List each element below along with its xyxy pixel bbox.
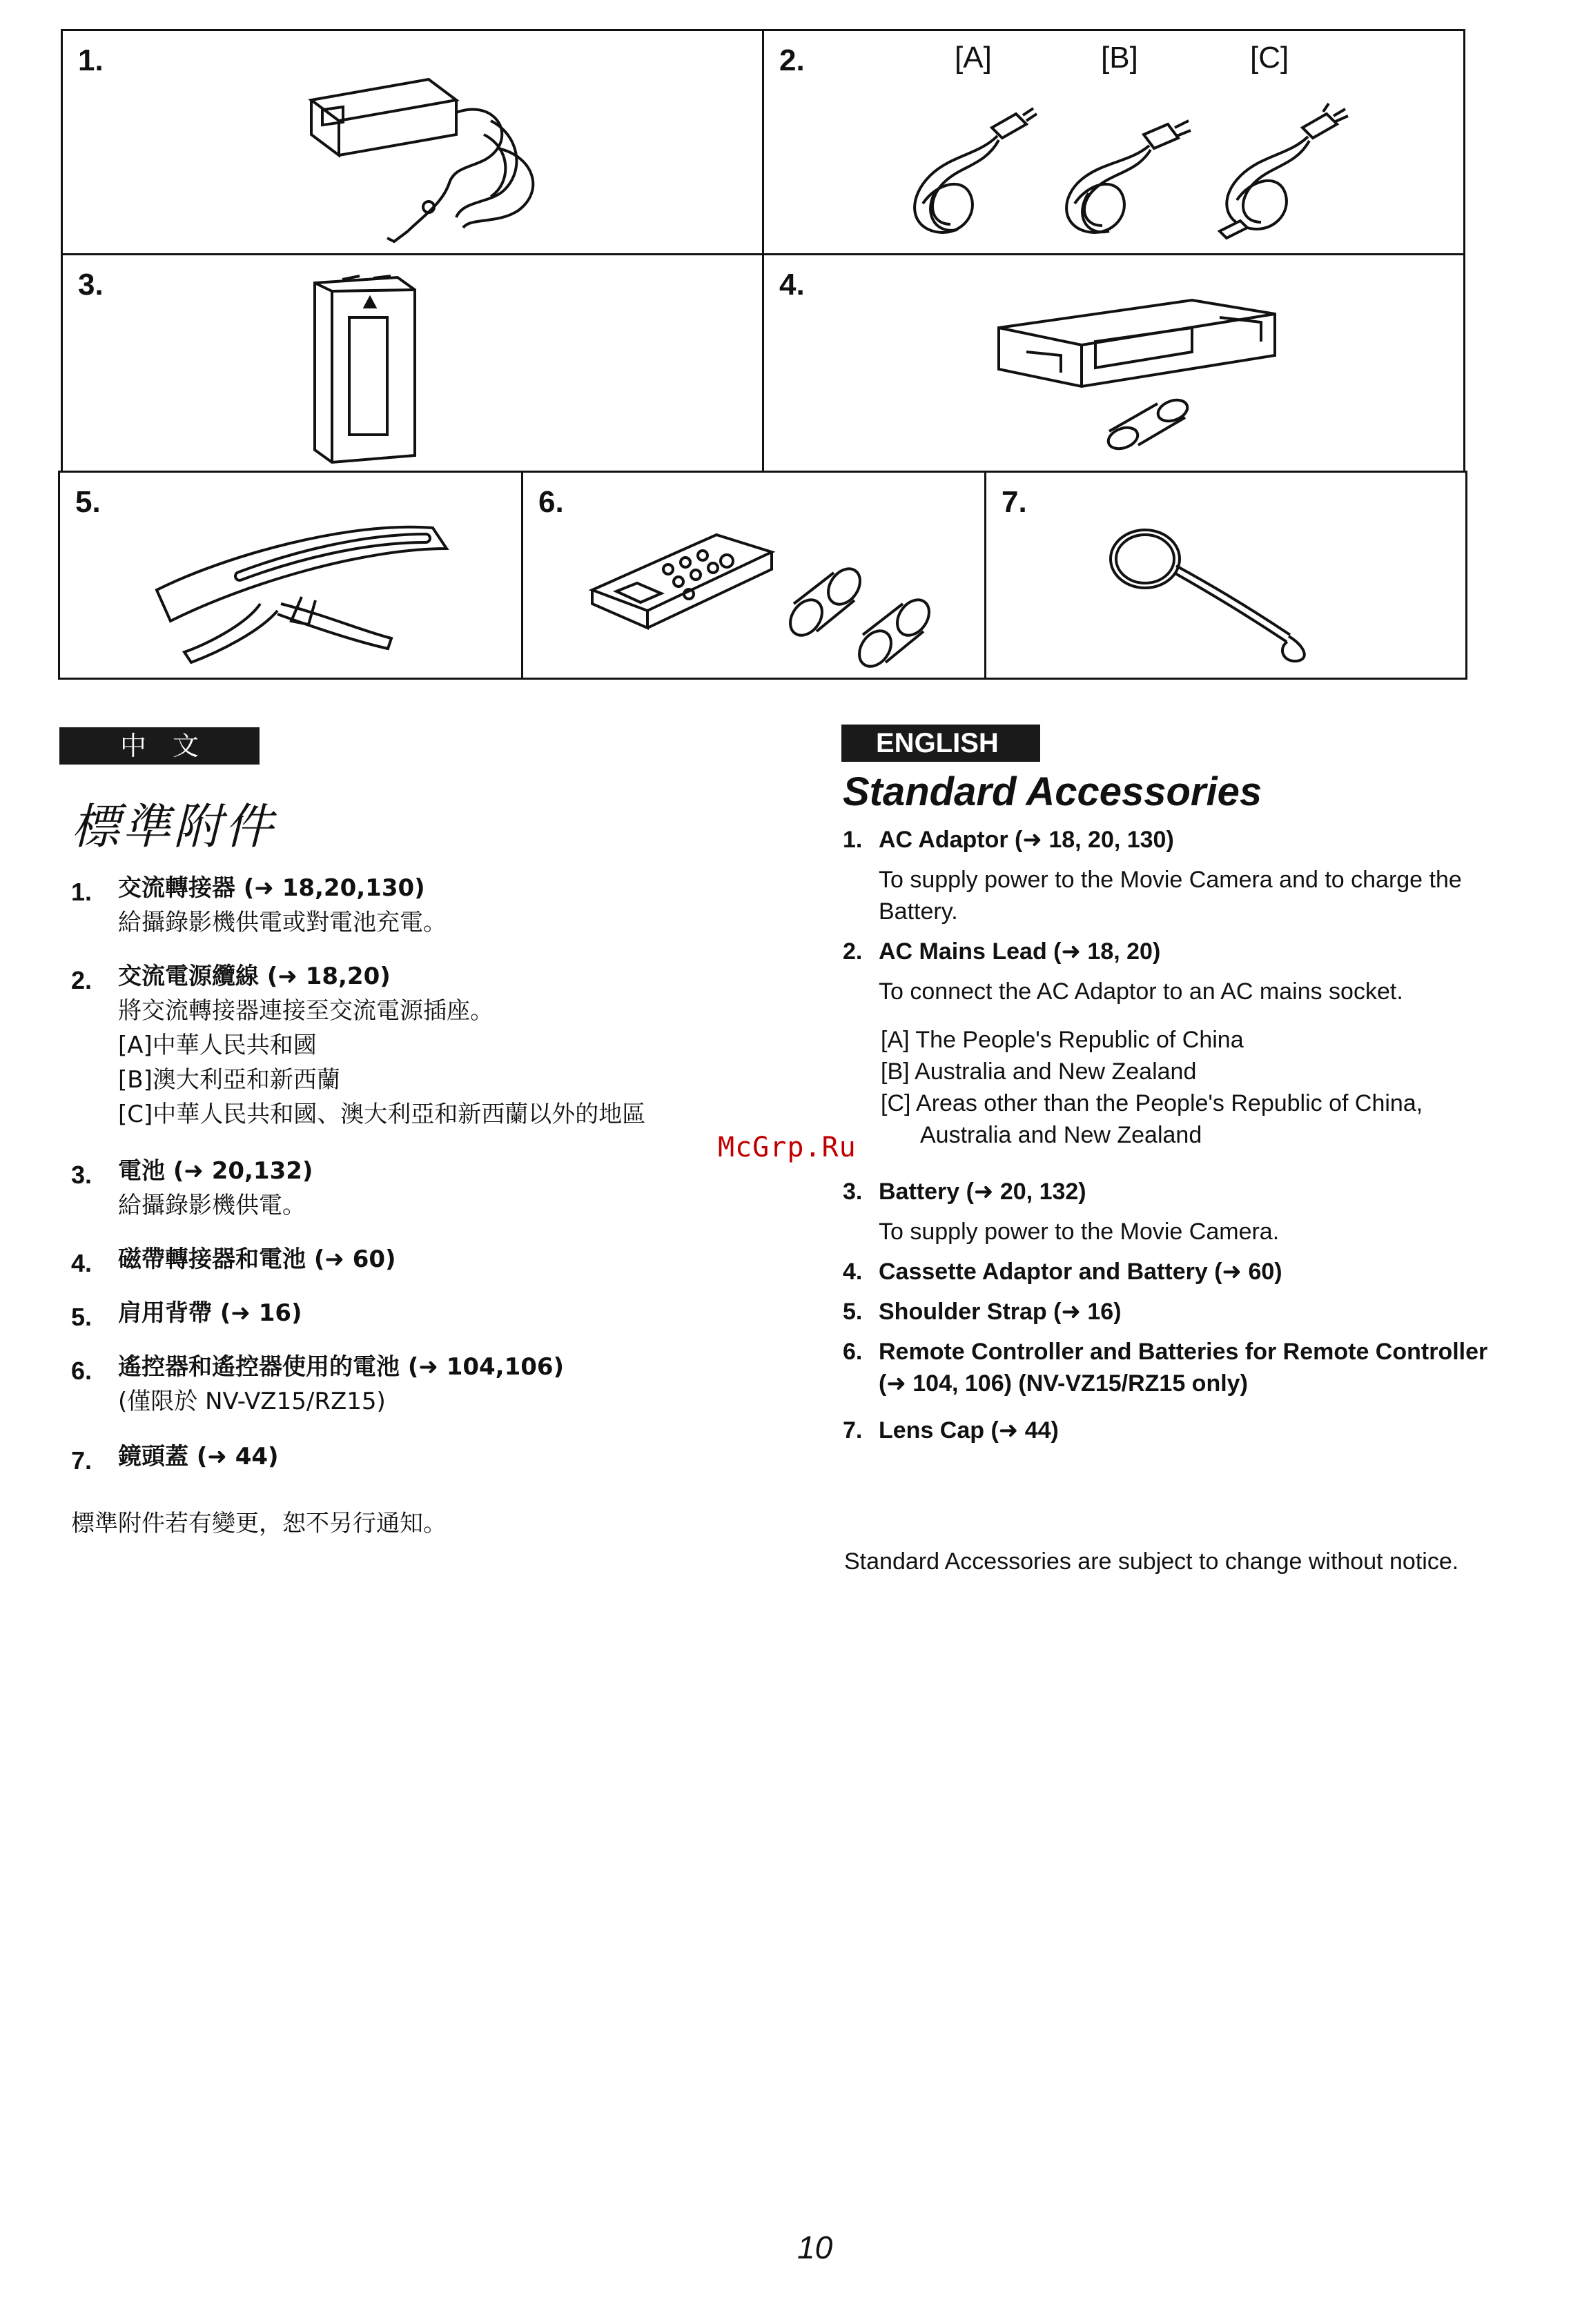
zh-item-region-a: [A]中華人民共和國 xyxy=(118,1032,317,1059)
figure-cell-battery xyxy=(61,253,764,473)
en-item-number: 5. xyxy=(843,1299,863,1325)
en-item-number: 2. xyxy=(843,938,863,965)
shoulder-strap-illustration xyxy=(143,500,502,673)
zh-item-desc: 將交流轉接器連接至交流電源插座。 xyxy=(118,997,494,1025)
en-item-heading: Battery (➜ 20, 132) xyxy=(879,1179,1086,1205)
en-region-a: [A] The People's Republic of China xyxy=(881,1027,1244,1053)
en-item-heading: Lens Cap (➜ 44) xyxy=(879,1417,1059,1444)
en-item-desc: To supply power to the Movie Camera. xyxy=(879,1219,1280,1245)
chinese-title: 標準附件 xyxy=(71,798,275,855)
figure-cell-number: 2. xyxy=(779,43,805,77)
chinese-note: 標準附件若有變更，恕不另行通知。 xyxy=(71,1510,447,1537)
figure-cell-shoulder-strap xyxy=(58,471,523,680)
en-item-number: 7. xyxy=(843,1417,863,1444)
figure-cell-number: 5. xyxy=(75,485,101,519)
remote-controller-illustration xyxy=(578,514,972,673)
ac-adaptor-illustration xyxy=(284,52,608,252)
zh-item-heading: 電池 (➜ 20,132) xyxy=(118,1157,313,1185)
figure-cell-number: 3. xyxy=(78,268,104,302)
en-region-c-continued: Australia and New Zealand xyxy=(920,1122,1202,1148)
variant-label-c: [C] xyxy=(1250,41,1289,75)
figure-cell-lens-cap xyxy=(984,471,1467,680)
variant-label-a: [A] xyxy=(955,41,992,75)
en-item-heading: AC Adaptor (➜ 18, 20, 130) xyxy=(879,827,1174,853)
cassette-adaptor-illustration xyxy=(985,286,1289,466)
en-item-heading: AC Mains Lead (➜ 18, 20) xyxy=(879,938,1161,965)
en-item-number: 4. xyxy=(843,1259,863,1285)
mains-lead-b-illustration xyxy=(1040,100,1199,252)
figure-cell-number: 4. xyxy=(779,268,805,302)
zh-item-number: 7. xyxy=(71,1446,92,1475)
en-item-desc: To supply power to the Movie Camera and to charge the xyxy=(879,867,1462,893)
zh-item-number: 3. xyxy=(71,1161,92,1189)
en-item-number: 1. xyxy=(843,827,863,853)
figure-cell-number: 7. xyxy=(1002,485,1027,519)
en-item-heading: Shoulder Strap (➜ 16) xyxy=(879,1299,1122,1325)
en-item-heading: Cassette Adaptor and Battery (➜ 60) xyxy=(879,1259,1282,1285)
zh-item-region-c: [C]中華人民共和國、澳大利亞和新西蘭以外的地區 xyxy=(118,1101,646,1128)
zh-item-heading: 磁帶轉接器和電池 (➜ 60) xyxy=(118,1245,396,1273)
page-number: 10 xyxy=(797,2229,833,2265)
mains-lead-a-illustration xyxy=(895,100,1047,252)
lens-cap-illustration xyxy=(1097,511,1359,676)
mains-lead-c-illustration xyxy=(1192,97,1358,255)
chinese-section-tag: 中 文 xyxy=(59,727,260,765)
zh-item-heading: 肩用背帶 (➜ 16) xyxy=(118,1299,302,1327)
figure-cell-ac-mains-lead xyxy=(762,29,1465,255)
english-title: Standard Accessories xyxy=(843,769,1262,814)
zh-item-heading: 交流轉接器 (➜ 18,20,130) xyxy=(118,874,425,902)
zh-item-number: 2. xyxy=(71,966,92,994)
zh-item-heading: 交流電源纜線 (➜ 18,20) xyxy=(118,963,391,990)
zh-item-desc: 給攝錄影機供電。 xyxy=(118,1192,306,1219)
en-item-desc: (➜ 104, 106) (NV-VZ15/RZ15 only) xyxy=(879,1370,1248,1397)
figure-cell-remote-controller xyxy=(521,471,986,680)
en-item-number: 6. xyxy=(843,1339,863,1365)
en-region-b: [B] Australia and New Zealand xyxy=(881,1058,1197,1085)
zh-item-number: 6. xyxy=(71,1357,92,1385)
en-item-heading: Remote Controller and Batteries for Remote Controller xyxy=(879,1339,1488,1365)
en-item-desc: To connect the AC Adaptor to an AC mains socket. xyxy=(879,978,1403,1005)
en-item-desc: Battery. xyxy=(879,898,958,925)
zh-item-heading: 鏡頭蓋 (➜ 44) xyxy=(118,1443,279,1470)
zh-item-desc: 給攝錄影機供電或對電池充電。 xyxy=(118,909,447,936)
figure-cell-cassette-adaptor xyxy=(762,253,1465,473)
zh-item-desc: (僅限於 NV-VZ15/RZ15) xyxy=(118,1388,386,1415)
english-section-tag: ENGLISH xyxy=(841,725,1040,762)
zh-item-region-b: [B]澳大利亞和新西蘭 xyxy=(118,1066,340,1094)
figure-cell-number: 1. xyxy=(78,43,104,77)
zh-item-heading: 遙控器和遙控器使用的電池 (➜ 104,106) xyxy=(118,1353,565,1381)
zh-item-number: 1. xyxy=(71,878,92,906)
battery-illustration xyxy=(294,269,473,469)
zh-item-number: 4. xyxy=(71,1249,92,1277)
en-region-c: [C] Areas other than the People's Republic of China, xyxy=(881,1090,1423,1116)
zh-item-number: 5. xyxy=(71,1303,92,1331)
watermark-text: McGrp.Ru xyxy=(718,1132,857,1163)
variant-label-b: [B] xyxy=(1101,41,1138,75)
en-item-number: 3. xyxy=(843,1179,863,1205)
english-note: Standard Accessories are subject to change without notice. xyxy=(844,1548,1459,1575)
figure-cell-ac-adaptor xyxy=(61,29,764,255)
figure-cell-number: 6. xyxy=(538,485,564,519)
